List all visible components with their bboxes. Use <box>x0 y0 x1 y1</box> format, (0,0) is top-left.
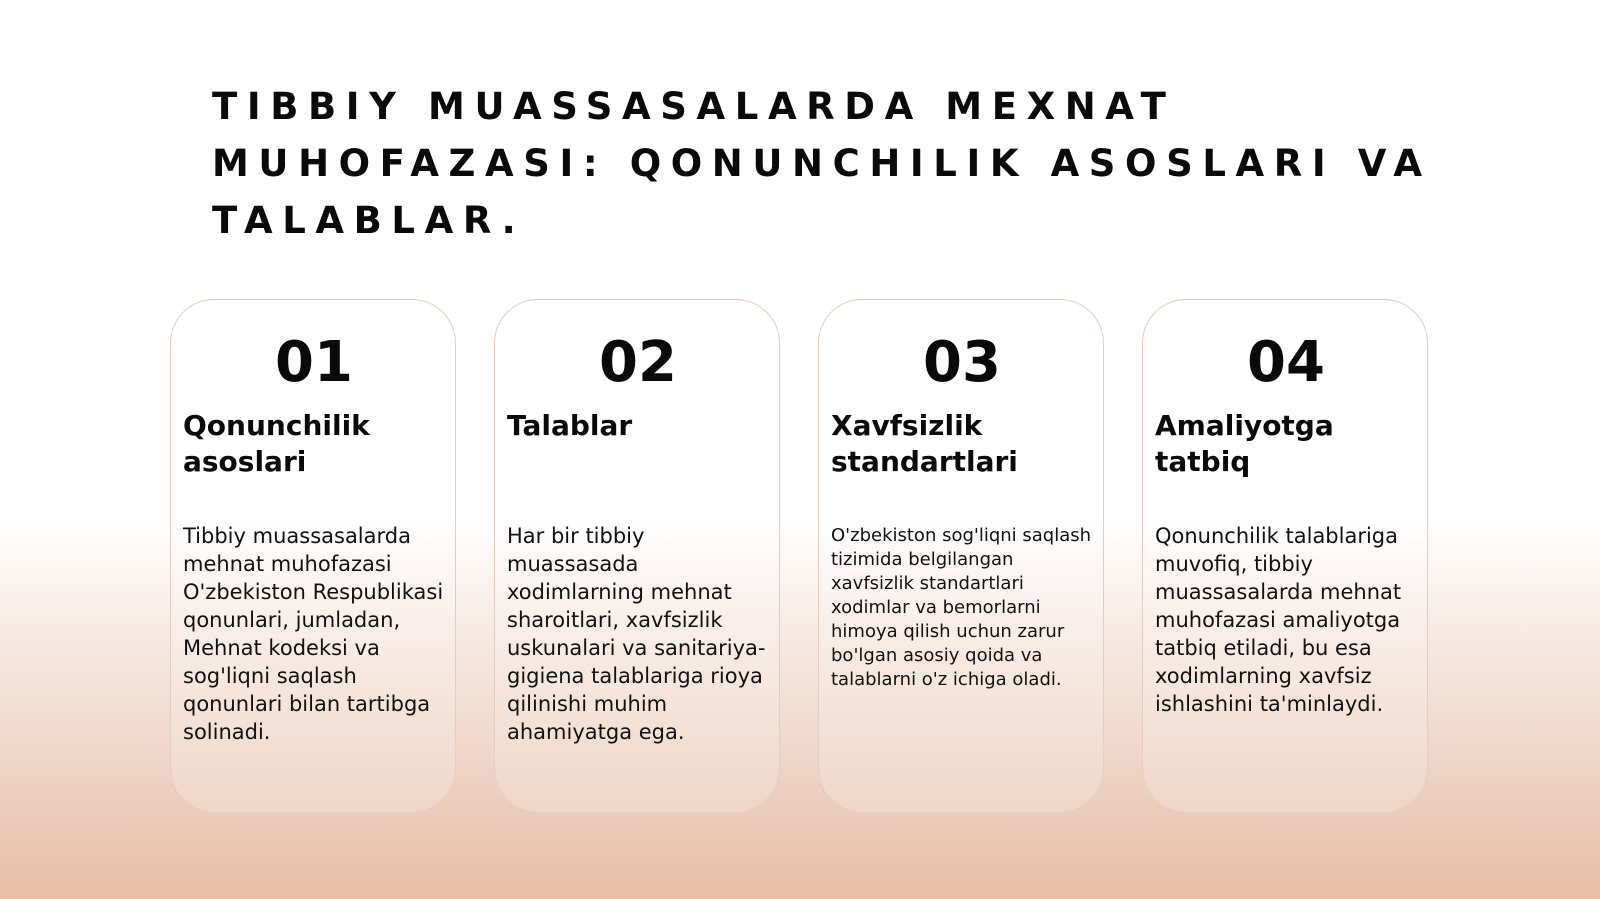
card-body: Qonunchilik talablariga muvofiq, tibbiy muassasalarda mehnat muhofazasi amaliyotga tatbiq etiladi, bu esa xodimlarning xavfsiz ishlashini ta'minlaydi. <box>1155 524 1402 716</box>
slide-title: TIBBIY MUASSASALARDA MEXNAT MUHOFAZASI: QONUNCHILIK ASOSLARI VA TALABLAR. <box>212 85 1432 242</box>
card-body: O'zbekiston sog'liqni saqlash tizimida belgilangan xavfsizlik standartlari xodimlar va bemorlarni himoya qilish uchun zarur bo'lgan asosiy qoida va talablarni o'z ichiga oladi. <box>831 525 1092 690</box>
card-heading: Amaliyotga tatbiq <box>1155 409 1334 478</box>
card-number: 04 <box>1247 330 1325 395</box>
card-body: Tibbiy muassasalarda mehnat muhofazasi O'zbekiston Respublikasi qonunlari, jumladan, Mehnat kodeksi va sog'liqni saqlash qonunlari bilan tartibga solinadi. <box>183 524 444 744</box>
card-xavfsizlik-standartlari <box>818 299 1104 813</box>
card-number: 03 <box>923 330 1001 395</box>
card-heading: Qonunchilik asoslari <box>183 409 370 478</box>
cards-container <box>170 299 1430 815</box>
card-amaliyotga-tatbiq <box>1142 299 1428 813</box>
card-heading: Talablar <box>507 409 633 442</box>
card-number: 02 <box>599 330 677 395</box>
card-heading: Xavfsizlik standartlari <box>831 409 1018 478</box>
card-qonunchilik-asoslari <box>170 299 456 813</box>
card-number: 01 <box>275 330 353 395</box>
card-talablar <box>494 299 780 813</box>
card-body: Har bir tibbiy muassasada xodimlarning mehnat sharoitlari, xavfsizlik uskunalari va sanitariya-gigiena talablariga rioya qilinishi muhim ahamiyatga ega. <box>507 524 766 744</box>
